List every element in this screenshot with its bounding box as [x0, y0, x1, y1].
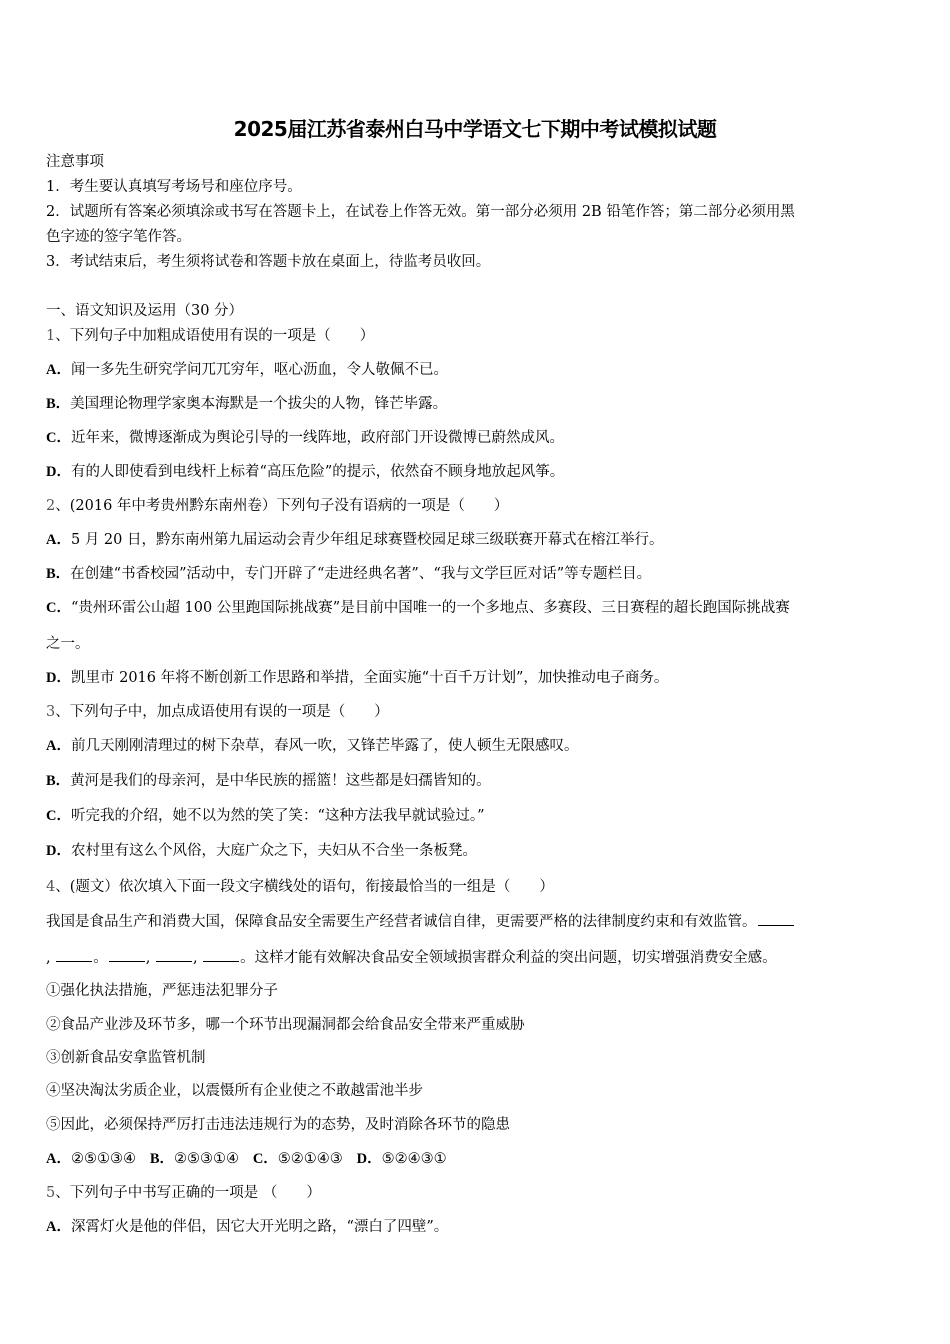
question-text: 、下列句子中，加点成语使用有误的一项是（ ）	[55, 704, 389, 720]
option-label: B．	[46, 773, 71, 789]
option-label: D．	[46, 670, 71, 686]
question-text: 、下列句子中书写正确的一项是 （ ）	[55, 1185, 321, 1201]
question-stem	[46, 496, 508, 516]
passage-line	[46, 911, 795, 932]
option	[46, 771, 491, 791]
fill-blank	[156, 947, 192, 962]
fill-blank	[56, 947, 92, 962]
option-label: B．	[46, 396, 71, 412]
option-text: 前几天刚刚清理过的树下杂草，春风一吹，又锋芒毕露了，使人顿生无限感叹。	[70, 738, 579, 754]
option-label: A．	[46, 738, 71, 754]
option-text: 深霄灯火是他的伴侣，因它大开光明之路，“漂白了四壁”。	[70, 1219, 449, 1235]
option-text: 闻一多先生研究学问兀兀穷年，呕心沥血，令人敬佩不已。	[70, 362, 448, 378]
section-heading: 一、语文知识及运用（30 分）	[46, 303, 244, 319]
question-number: 2	[46, 498, 56, 514]
option	[46, 736, 578, 756]
question-stem	[46, 702, 389, 722]
question-stem	[46, 1183, 321, 1203]
question-text: 、(2016 年中考贵州黔东南州卷）下列句子没有语病的一项是（ ）	[55, 498, 509, 514]
option	[46, 668, 668, 688]
sentence-item: ⑤因此，必须保持严厉打击违法违规行为的态势，及时消除各环节的隐患	[46, 1117, 510, 1133]
option	[46, 394, 447, 414]
option-label: B．	[46, 566, 71, 582]
question-stem	[46, 877, 554, 897]
option-text: 之一。	[46, 636, 90, 652]
choice-text: ②⑤①③④	[70, 1151, 136, 1167]
option-text: 农村里有这么个风俗，大庭广众之下，夫妇从不合坐一条板凳。	[70, 843, 477, 859]
option-label: C．	[46, 600, 71, 616]
notice-item: 1．考生要认真填写考场号和座位序号。	[46, 179, 302, 195]
punct: ,	[192, 950, 198, 966]
option-label: A．	[46, 1219, 71, 1235]
sentence-item: ②食品产业涉及环节多，哪一个环节出现漏洞都会给食品安全带来严重威胁	[46, 1017, 525, 1033]
fill-blank	[109, 947, 145, 962]
notice-item: 3．考试结束后，考生须将试卷和答题卡放在桌面上，待监考员收回。	[46, 254, 491, 270]
sentence-item: ④坚决淘汰劣质企业，以震慑所有企业使之不敢越雷池半步	[46, 1083, 423, 1099]
question-text: 、(题文）依次填入下面一段文字横线处的语句，衔接最恰当的一组是（ ）	[55, 879, 554, 895]
option-text: 近年来，微博逐渐成为舆论引导的一线阵地，政府部门开设微博已蔚然成风。	[70, 430, 564, 446]
notice-item: 2．试题所有答案必须填涂或书写在答题卡上，在试卷上作答无效。第一部分必须用 2B 铅笔作答；第二部分必须用黑	[46, 204, 795, 220]
question-stem	[46, 326, 374, 346]
choice-row	[46, 1149, 447, 1169]
question-number: 4	[46, 879, 56, 895]
sentence-item: ③创新食品安拿监管机制	[46, 1050, 206, 1066]
option-text: 5 月 20 日，黔东南州第九届运动会青少年组足球赛暨校园足球三级联赛开幕式在榕江举行。	[70, 532, 664, 548]
choice-text: ②⑤③①④	[173, 1151, 239, 1167]
punct: 。	[93, 950, 108, 966]
punct: ,	[145, 950, 151, 966]
option-text: 黄河是我们的母亲河，是中华民族的摇篮！这些都是妇孺皆知的。	[70, 773, 491, 789]
choice-label: C．	[252, 1151, 278, 1167]
passage-text: 这样才能有效解决食品安全领域损害群众利益的突出问题，切实增强消费安全感。	[254, 950, 777, 966]
option	[46, 598, 790, 618]
option	[46, 360, 448, 380]
punct: 。	[240, 950, 255, 966]
page-title: 2025届江苏省泰州白马中学语文七下期中考试模拟试题	[233, 117, 717, 141]
question-text: 、下列句子中加粗成语使用有误的一项是（ ）	[55, 328, 375, 344]
option-label: C．	[46, 808, 71, 824]
question-number: 3	[46, 704, 56, 720]
option	[46, 428, 564, 448]
question-number: 1	[46, 328, 56, 344]
choice-label: D．	[356, 1151, 382, 1167]
notice-item: 色字迹的签字笔作答。	[46, 229, 191, 245]
option	[46, 806, 485, 826]
fill-blank	[758, 911, 794, 926]
choice-text: ⑤②①④③	[277, 1151, 343, 1167]
option	[46, 564, 651, 584]
passage-line	[46, 947, 777, 968]
question-number: 5	[46, 1185, 56, 1201]
option-label: D．	[46, 464, 71, 480]
fill-blank	[203, 947, 239, 962]
option-text: 听完我的介绍，她不以为然的笑了笑：“这种方法我早就试验过。”	[70, 808, 485, 824]
option-label: D．	[46, 843, 71, 859]
option-label: A．	[46, 532, 71, 548]
option	[46, 462, 564, 482]
option-continuation	[46, 634, 90, 654]
option	[46, 530, 663, 550]
option	[46, 1217, 448, 1237]
choice-text: ⑤②④③①	[381, 1151, 447, 1167]
option-label: C．	[46, 430, 71, 446]
notice-heading: 注意事项	[46, 154, 104, 170]
choice-label: B．	[149, 1151, 174, 1167]
option-text: 在创建“书香校园”活动中，专门开辟了“走进经典名著”、“我与文学巨匠对话”等专题栏目。	[70, 566, 652, 582]
option	[46, 841, 477, 861]
option-text: 有的人即使看到电线杆上标着“高压危险”的提示，依然奋不顾身地放起风筝。	[70, 464, 565, 480]
sentence-item: ①强化执法措施，严惩违法犯罪分子	[46, 983, 278, 999]
option-text: 美国理论物理学家奥本海默是一个拔尖的人物，锋芒毕露。	[70, 396, 448, 412]
passage-text: 我国是食品生产和消费大国，保障食品安全需要生产经营者诚信自律，更需要严格的法律制度约束和有效监管。	[46, 914, 757, 930]
option-text: “贵州环雷公山超 100 公里跑国际挑战赛”是目前中国唯一的一个多地点、多赛段、三日赛程的超长跑国际挑战赛	[70, 600, 790, 616]
punct: ,	[46, 950, 51, 966]
option-text: 凯里市 2016 年将不断创新工作思路和举措，全面实施“十百千万计划”，加快推动电子商务。	[70, 670, 669, 686]
choice-label: A．	[46, 1151, 71, 1167]
option-label: A．	[46, 362, 71, 378]
